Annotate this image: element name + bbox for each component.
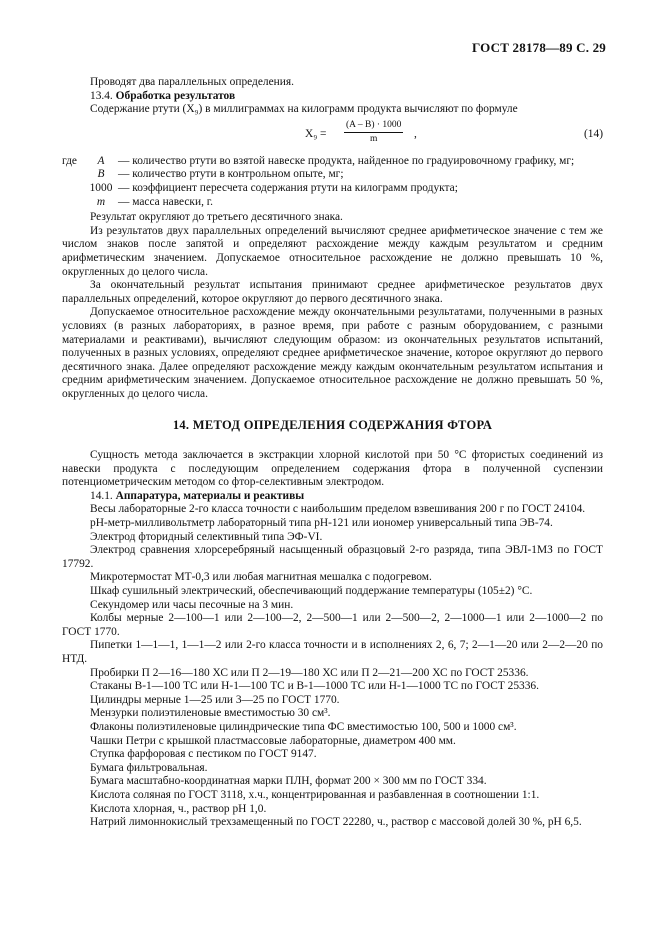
subsection-title: Аппаратура, материалы и реактивы [115,489,305,502]
definition-text: — коэффициент пересчета содержания ртути на килограмм продукта; [118,181,458,194]
formula-number: (14) [584,127,603,140]
list-item: Пипетки 1—1—1, 1—1—2 или 2-го класса точности и в исполнениях 2, 6, 7; 2—1—20 или 2—2—20 по НТД. [62,639,603,665]
section-heading-14: 14. МЕТОД ОПРЕДЕЛЕНИЯ СОДЕРЖАНИЯ ФТОРА [172,418,493,433]
list-item: Весы лабораторные 2-го класса точности с наибольшим пределом взвешивания 200 г по ГОСТ 24104. [90,503,586,516]
list-item: Бумага масштабно-координатная марки ПЛН, формат 200 × 300 мм по ГОСТ 334. [90,775,487,788]
definition-prefix [62,168,84,182]
subsection-heading-14-1 [62,490,603,504]
subsection-number: 14.1. [90,489,113,502]
definition-symbol: B [97,168,105,181]
list-item: Электрод фторидный селективный типа ЭФ-VI. [90,530,323,543]
definition-prefix: где [62,154,77,167]
formula-lhs: X₉ = [305,127,327,140]
subsection-title: Обработка результатов [115,89,236,102]
paragraph: Результат округляют до третьего десятичного знака. [90,211,343,224]
formula-comma: , [414,127,417,140]
subsection-heading-13-4 [62,90,603,104]
list-item: Мензурки полиэтиленовые вместимостью 30 см³. [90,707,331,720]
list-item: Бумага фильтровальная. [90,761,208,774]
definition-row [62,155,603,169]
list-item: Стаканы В-1—100 ТС или Н-1—100 ТС и В-1—1000 ТС или Н-1—1000 ТС по ГОСТ 25336. [90,680,539,693]
formula-numerator: (A – B) · 1000 [344,119,403,133]
page-header: ГОСТ 28178—89 С. 29 [472,40,606,55]
list-item: Секундомер или часы песочные на 3 мин. [90,598,294,611]
definition-row [62,168,603,182]
formula-definitions [62,155,603,209]
formula-intro: Содержание ртути (X₉) в миллиграммах на килограмм продукта вычисляют по формуле [90,103,518,116]
definition-symbol: 1000 [89,181,113,194]
list-item: Пробирки П 2—16—180 ХС или П 2—19—180 ХС или П 2—21—200 ХС по ГОСТ 25336. [90,666,529,679]
definition-text: — количество ртути во взятой навеске продукта, найденное по градуировочному графику, мг; [118,154,575,167]
list-item: Флаконы полиэтиленовые цилиндрические типа ФС вместимостью 100, 500 и 1000 см³. [90,720,517,733]
list-item: Шкаф сушильный электрический, обеспечивающий поддержание температуры (105±2) °С. [90,585,533,597]
definition-row [62,182,603,196]
definition-prefix [62,196,84,210]
paragraph: Сущность метода заключается в экстракции хлорной кислотой при 50 °С фтористых соединений из навески продукта с последующим определением содержания фтора в полученной суспензии потенциометрическим методом со фтор-селективным электродом. [62,449,603,489]
definition-symbol: m [96,195,106,208]
page-content [62,76,603,830]
definition-text: — масса навески, г. [118,195,213,208]
list-item: рН-метр-милливольтметр лабораторный типа рН-121 или иономер универсальный типа ЭВ-74. [90,517,553,530]
list-item: Натрий лимоннокислый трехзамещенный по ГОСТ 22280, ч., раствор с массовой долей 30 %, рН 6,5. [90,816,582,829]
definition-prefix [62,182,84,196]
subsection-number: 13.4. [90,89,113,102]
list-item: Кислота хлорная, ч., раствор рН 1,0. [90,802,267,815]
formula-fraction [344,119,403,146]
list-item: Цилиндры мерные 1—25 или 3—25 по ГОСТ 1770. [90,693,340,706]
paragraph: Из результатов двух параллельных определений вычисляют среднее арифметическое значение с тем же числом знаков после запятой и определяют расхождение между каждым результатом и средним арифметическим значением. Допускаемое относительное расхождение не должно превышать 10 %, округленных до целого числа. [62,224,603,278]
list-item: Электрод сравнения хлорсеребряный насыщенный образцовый 2-го разряда, типа ЭВЛ-1МЗ по ГОСТ 17792. [62,544,603,570]
paragraph: Допускаемое относительное расхождение между окончательными результатами, полученными в разных условиях (в разных лабораториях, в разное время, при работе с разным оборудованием, с разными материалами и реактивами), вычисляют следующим образом: из окончательных результатов испытаний, полученных в разных условиях, определяют среднее арифметическое значение, которое округляют до первого десятичного знака. Далее определяют расхождение между каждым окончательным результатом испытания и средним арифметическим значением. Допускаемое относительное расхождение не должно превышать 50 %, округленных до целого числа. [62,306,603,400]
paragraph: Проводят два параллельных определения. [90,76,294,88]
list-item: Ступка фарфоровая с пестиком по ГОСТ 9147. [90,748,317,761]
list-item: Кислота соляная по ГОСТ 3118, х.ч., концентрированная и разбавленная в соотношении 1:1. [90,788,540,801]
list-item: Колбы мерные 2—100—1 или 2—100—2, 2—500—1 или 2—500—2, 2—1000—1 или 2—1000—2 по ГОСТ 1770. [62,612,603,638]
definition-symbol: A [97,154,105,167]
list-item: Микротермостат МТ-0,3 или любая магнитная мешалка с подогревом. [90,571,432,584]
equipment-list [62,503,603,829]
list-item: Чашки Петри с крышкой пластмассовые лабораторные, диаметром 400 мм. [90,734,456,747]
formula-denominator: m [370,133,378,144]
definition-row [62,196,603,210]
formula-14 [62,119,603,151]
paragraph: За окончательный результат испытания принимают среднее арифметическое результатов двух параллельных определений, которое округляют до первого десятичного знака. [62,279,603,305]
definition-text: — количество ртути в контрольном опыте, мг; [118,168,344,181]
